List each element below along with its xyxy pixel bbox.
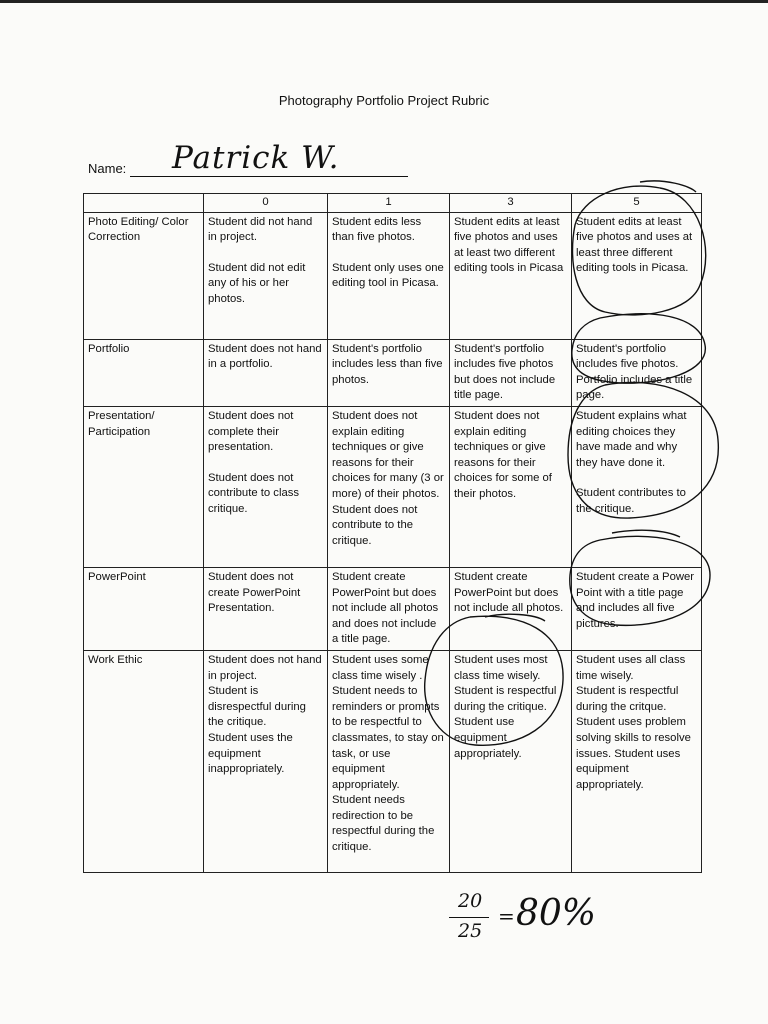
criterion-cell: PowerPoint xyxy=(84,567,204,650)
paragraph-gap xyxy=(332,246,445,261)
cell-paragraph: Student uses most class time wisely. xyxy=(454,653,548,682)
cell-paragraph: Student's portfolio includes five photos but does not include title page. xyxy=(454,342,556,402)
rubric-cell-presentation-col-0 xyxy=(204,406,328,567)
paragraph-gap xyxy=(208,456,323,471)
cell-paragraph: Student does not hand in a portfolio. xyxy=(208,342,322,371)
rubric-cell-presentation-col-1 xyxy=(328,406,450,567)
rubric-cell-presentation-col-3 xyxy=(572,406,702,567)
cell-paragraph: Student does not complete their presentation. xyxy=(208,409,294,454)
header-cell-score-1: 1 xyxy=(328,194,450,213)
rubric-cell-photo-editing-col-1 xyxy=(328,212,450,339)
criterion-cell: Work Ethic xyxy=(84,650,204,872)
rubric-row-powerpoint xyxy=(84,567,702,650)
rubric-row-portfolio xyxy=(84,339,702,406)
score-denominator: 25 xyxy=(458,920,483,942)
cell-paragraph: Student does not create PowerPoint Presentation. xyxy=(208,570,301,615)
cell-paragraph: Student uses all class time wisely. xyxy=(576,653,686,682)
rubric-cell-photo-editing-col-0 xyxy=(204,212,328,339)
cell-paragraph: Student does not explain editing techniques or give reasons for their choices for many (3 or more) of their photos. xyxy=(332,409,444,500)
rubric-header-row xyxy=(84,194,702,213)
rubric-row-photo-editing xyxy=(84,212,702,339)
cell-paragraph: Student only uses one editing tool in Picasa. xyxy=(332,261,444,290)
header-cell-criterion xyxy=(84,194,204,213)
cell-paragraph: Student create a Power Point with a title page and includes all five pictures. xyxy=(576,570,695,630)
score-fraction-bar xyxy=(449,917,489,918)
cell-paragraph: Student does not explain editing techniques or give reasons for their choices for some of their photos. xyxy=(454,409,552,500)
cell-paragraph: Student's portfolio includes less than five photos. xyxy=(332,342,443,386)
cell-paragraph: Student needs redirection to be respectful during the critique. xyxy=(332,794,435,854)
cell-paragraph: Student does not contribute to class critique. xyxy=(208,471,300,515)
rubric-cell-powerpoint-col-3 xyxy=(572,567,702,650)
cell-paragraph: Student is disrespectful during the critique. xyxy=(208,685,306,729)
score-percent: 80% xyxy=(516,893,597,934)
name-label: Name: xyxy=(88,161,127,176)
name-underline xyxy=(130,176,408,177)
rubric-cell-work-ethic-col-0 xyxy=(204,650,328,872)
cell-paragraph: Student create PowerPoint but does not include all photos and does not include a title page. xyxy=(332,570,439,646)
cell-paragraph: Student's portfolio includes five photos. Portfolio includes a title page. xyxy=(576,342,693,402)
rubric-table xyxy=(83,193,702,873)
student-name-handwritten: Patrick W. xyxy=(172,140,340,176)
cell-paragraph: Student did not hand in project. xyxy=(208,215,313,244)
cell-paragraph: Student create PowerPoint but does not include all photos. xyxy=(454,570,564,615)
cell-paragraph: Student does not hand in project. xyxy=(208,653,322,682)
cell-paragraph: Student uses problem solving skills to resolve issues. Student uses equipment appropriately. xyxy=(576,716,691,791)
rubric-cell-presentation-col-2 xyxy=(450,406,572,567)
criterion-cell: Photo Editing/ Color Correction xyxy=(84,212,204,339)
rubric-row-presentation xyxy=(84,406,702,567)
paragraph-gap xyxy=(208,246,323,261)
header-cell-score-3: 3 xyxy=(450,194,572,213)
cell-paragraph: Student uses the equipment inappropriately. xyxy=(208,731,293,776)
criterion-cell: Presentation/ Participation xyxy=(84,406,204,567)
rubric-cell-powerpoint-col-2 xyxy=(450,567,572,650)
header-cell-score-5: 5 xyxy=(572,194,702,213)
scan-top-border xyxy=(0,0,768,3)
criterion-cell: Portfolio xyxy=(84,339,204,406)
rubric-cell-photo-editing-col-2 xyxy=(450,212,572,339)
cell-paragraph: Student is respectful during the critique. xyxy=(454,685,557,713)
rubric-cell-work-ethic-col-2 xyxy=(450,650,572,872)
rubric-cell-portfolio-col-3 xyxy=(572,339,702,406)
cell-paragraph: Student edits at least five photos and uses at least three different editing tools in Picasa. xyxy=(576,215,693,275)
page-title: Photography Portfolio Project Rubric xyxy=(278,93,490,108)
cell-paragraph: Student is respectful during the critque. xyxy=(576,685,679,713)
rubric-cell-portfolio-col-0 xyxy=(204,339,328,406)
paragraph-gap xyxy=(576,471,697,486)
cell-paragraph: Student explains what editing choices they have made and why they have done it. xyxy=(576,409,687,469)
rubric-cell-photo-editing-col-3 xyxy=(572,212,702,339)
rubric-cell-portfolio-col-1 xyxy=(328,339,450,406)
cell-paragraph: Student uses some class time wisely . xyxy=(332,653,429,682)
cell-paragraph: Student contributes to the critique. xyxy=(576,487,686,515)
cell-paragraph: Student needs to reminders or prompts to be respectful to classmates, to stay on task, or use equipment appropriately. xyxy=(332,685,444,791)
header-cell-score-0: 0 xyxy=(204,194,328,213)
rubric-row-work-ethic xyxy=(84,650,702,872)
rubric-cell-work-ethic-col-1 xyxy=(328,650,450,872)
rubric-cell-powerpoint-col-0 xyxy=(204,567,328,650)
score-numerator: 20 xyxy=(458,890,483,912)
rubric-cell-work-ethic-col-3 xyxy=(572,650,702,872)
cell-paragraph: Student edits less than five photos. xyxy=(332,215,422,244)
rubric-cell-powerpoint-col-1 xyxy=(328,567,450,650)
score-equals: = xyxy=(498,904,515,928)
cell-paragraph: Student use equipment appropriately. xyxy=(454,716,522,760)
cell-paragraph: Student edits at least five photos and uses at least two different editing tools in Picasa xyxy=(454,215,564,275)
cell-paragraph: Student did not edit any of his or her photos. xyxy=(208,261,306,305)
cell-paragraph: Student does not contribute to the critique. xyxy=(332,503,418,547)
rubric-cell-portfolio-col-2 xyxy=(450,339,572,406)
